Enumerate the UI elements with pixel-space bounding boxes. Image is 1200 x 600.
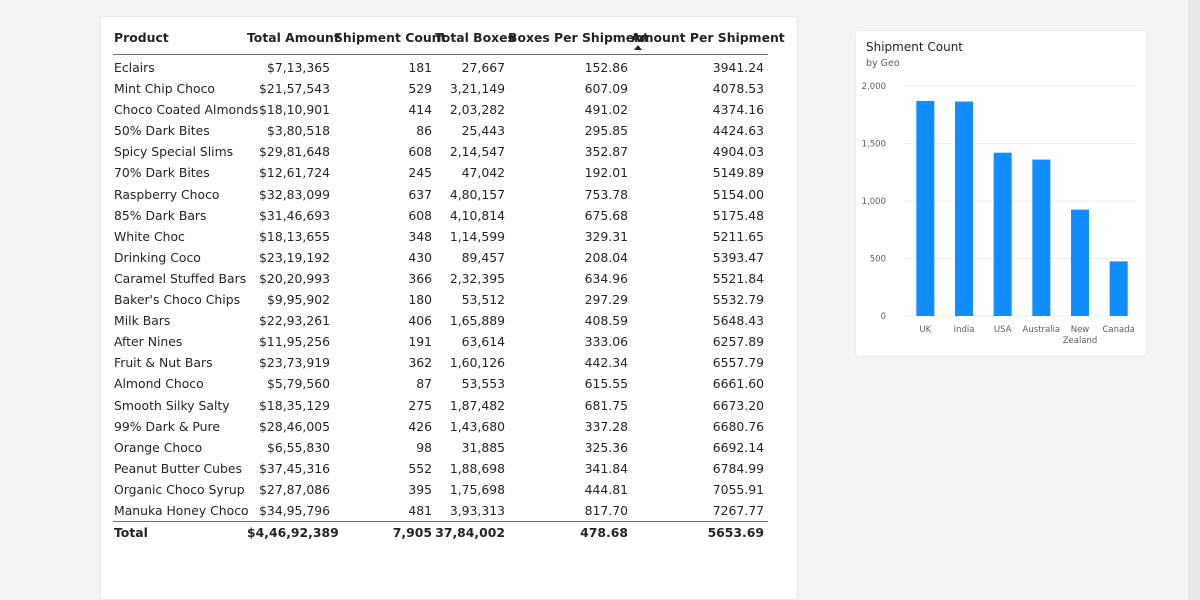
bar-australia[interactable] — [1032, 160, 1050, 316]
cell-total-boxes: 1,87,482 — [449, 397, 505, 413]
y-tick-label: 1,000 — [861, 197, 886, 207]
table-row[interactable] — [113, 331, 768, 352]
cell-boxes-per-shipment: 442.34 — [584, 355, 628, 371]
cell-amount-per-shipment: 4374.16 — [712, 102, 764, 118]
column-header-total-boxes[interactable]: Total Boxes — [435, 30, 515, 45]
cell-shipment-count: 87 — [416, 376, 432, 392]
table-row[interactable] — [113, 416, 768, 437]
y-tick-label: 500 — [869, 254, 886, 265]
cell-amount-per-shipment: 5393.47 — [712, 249, 764, 265]
cell-total-boxes: 27,667 — [461, 60, 505, 75]
table-body — [113, 57, 768, 521]
cell-total-boxes: 1,43,680 — [449, 418, 505, 434]
cell-product: 99% Dark & Pure — [114, 418, 220, 434]
cell-total-boxes: 1,65,889 — [449, 313, 505, 329]
cell-amount-per-shipment: 6661.60 — [712, 376, 764, 392]
cell-amount-per-shipment: 6257.89 — [712, 334, 764, 350]
cell-boxes-per-shipment: 352.87 — [584, 144, 628, 160]
cell-boxes-per-shipment: 675.68 — [584, 207, 628, 223]
table-row[interactable] — [113, 205, 768, 226]
cell-boxes-per-shipment: 208.04 — [584, 249, 628, 265]
cell-shipment-count: 191 — [408, 334, 432, 350]
cell-shipment-count: 362 — [408, 355, 432, 371]
cell-product: Peanut Butter Cubes — [114, 460, 242, 476]
y-tick-label: 1,500 — [861, 139, 886, 150]
total-label: Total — [114, 525, 148, 541]
cell-product: 85% Dark Bars — [114, 207, 207, 223]
bar-india[interactable] — [955, 102, 973, 316]
cell-boxes-per-shipment: 337.28 — [584, 418, 628, 434]
total-amount: $4,46,92,389 — [247, 525, 339, 541]
cell-product: After Nines — [114, 334, 183, 350]
cell-product: 50% Dark Bites — [114, 123, 210, 139]
cell-total-amount: $29,81,648 — [259, 144, 330, 160]
cell-shipment-count: 98 — [416, 439, 432, 455]
bar-usa[interactable] — [994, 153, 1012, 316]
cell-product: Organic Choco Syrup — [114, 481, 245, 497]
cell-total-boxes: 4,10,814 — [449, 207, 505, 223]
cell-shipment-count: 245 — [408, 165, 432, 181]
x-tick-label: Zealand — [1062, 336, 1098, 346]
x-tick-label: USA — [993, 325, 1012, 335]
cell-amount-per-shipment: 7267.77 — [712, 502, 764, 518]
total-amount-per-shipment: 5653.69 — [707, 525, 764, 541]
chart-title: Shipment Count — [866, 40, 964, 54]
table-row[interactable] — [113, 500, 768, 521]
cell-total-amount: $20,20,993 — [259, 270, 330, 286]
cell-total-boxes: 25,443 — [461, 123, 505, 139]
column-header-total-amount[interactable]: Total Amount — [247, 30, 340, 45]
cell-total-amount: $28,46,005 — [259, 418, 330, 434]
sort-ascending-icon[interactable] — [634, 45, 642, 50]
cell-amount-per-shipment: 4904.03 — [712, 144, 764, 160]
cell-total-amount: $18,10,901 — [259, 102, 330, 118]
cell-shipment-count: 481 — [408, 502, 432, 518]
cell-boxes-per-shipment: 634.96 — [584, 270, 628, 286]
cell-total-amount: $37,45,316 — [259, 460, 330, 476]
cell-shipment-count: 180 — [408, 292, 432, 308]
scroll-area — [1188, 0, 1200, 600]
column-header-shipment-count[interactable]: Shipment Count — [334, 30, 447, 45]
cell-boxes-per-shipment: 295.85 — [584, 123, 628, 139]
cell-product: Fruit & Nut Bars — [114, 355, 213, 371]
cell-shipment-count: 637 — [408, 186, 432, 202]
total-boxes: 37,84,002 — [435, 525, 505, 541]
cell-amount-per-shipment: 4078.53 — [712, 81, 764, 97]
cell-shipment-count: 608 — [408, 207, 432, 223]
cell-product: Raspberry Choco — [114, 186, 220, 202]
cell-shipment-count: 275 — [408, 397, 432, 413]
cell-total-boxes: 3,93,313 — [449, 502, 505, 518]
cell-product: Caramel Stuffed Bars — [114, 270, 247, 286]
table-row[interactable] — [113, 99, 768, 120]
table-row[interactable] — [113, 458, 768, 479]
cell-amount-per-shipment: 5149.89 — [712, 165, 764, 181]
cell-boxes-per-shipment: 297.29 — [584, 292, 628, 308]
cell-amount-per-shipment: 5532.79 — [712, 292, 764, 308]
table-row[interactable] — [113, 184, 768, 205]
cell-product: Mint Chip Choco — [114, 81, 216, 97]
cell-boxes-per-shipment: 681.75 — [584, 397, 628, 413]
cell-amount-per-shipment: 6557.79 — [712, 355, 764, 371]
cell-boxes-per-shipment: 408.59 — [584, 313, 628, 329]
cell-product: White Choc — [114, 228, 185, 244]
column-header-amount-per-shipment[interactable]: Amount Per Shipment — [631, 30, 785, 45]
cell-total-boxes: 1,75,698 — [449, 481, 505, 497]
cell-total-amount: $3,80,518 — [266, 123, 330, 139]
shipment-count-chart-visual[interactable] — [855, 30, 1147, 357]
y-tick-label: 2,000 — [861, 82, 886, 92]
cell-product: Choco Coated Almonds — [114, 102, 259, 118]
cell-total-amount: $23,19,192 — [259, 249, 330, 265]
cell-amount-per-shipment: 5648.43 — [712, 313, 764, 329]
table-row[interactable] — [113, 78, 768, 99]
cell-product: 70% Dark Bites — [114, 165, 210, 181]
cell-product: Drinking Coco — [114, 249, 201, 265]
cell-product: Baker's Choco Chips — [114, 292, 241, 308]
table-row[interactable] — [113, 310, 768, 331]
cell-total-amount: $18,13,655 — [259, 228, 330, 244]
table-row[interactable] — [113, 437, 768, 458]
cell-shipment-count: 86 — [416, 123, 432, 139]
cell-boxes-per-shipment: 152.86 — [584, 60, 628, 75]
x-tick-label: India — [953, 325, 975, 335]
table-row[interactable] — [113, 57, 768, 78]
cell-total-amount: $32,83,099 — [259, 186, 330, 202]
cell-shipment-count: 552 — [408, 460, 432, 476]
cell-boxes-per-shipment: 192.01 — [584, 165, 628, 181]
cell-total-boxes: 47,042 — [461, 165, 505, 181]
bar-new-zealand[interactable] — [1071, 210, 1089, 316]
cell-boxes-per-shipment: 753.78 — [584, 186, 628, 202]
total-shipment-count: 7,905 — [392, 525, 432, 541]
bar-chart[interactable] — [856, 31, 1148, 358]
cell-boxes-per-shipment: 491.02 — [584, 102, 628, 118]
cell-total-boxes: 1,14,599 — [449, 228, 505, 244]
cell-shipment-count: 430 — [408, 249, 432, 265]
cell-total-boxes: 1,60,126 — [449, 355, 505, 371]
cell-product: Manuka Honey Choco — [114, 502, 249, 518]
cell-amount-per-shipment: 6680.76 — [712, 418, 764, 434]
cell-amount-per-shipment: 3941.24 — [712, 60, 764, 75]
cell-amount-per-shipment: 6692.14 — [712, 439, 764, 455]
cell-total-amount: $34,95,796 — [259, 502, 330, 518]
table-row[interactable] — [113, 479, 768, 500]
cell-amount-per-shipment: 4424.63 — [712, 123, 764, 139]
cell-product: Orange Choco — [114, 439, 203, 455]
table-row[interactable] — [113, 373, 768, 394]
cell-total-boxes: 53,512 — [461, 292, 505, 308]
cell-shipment-count: 348 — [408, 228, 432, 244]
table-row[interactable] — [113, 141, 768, 162]
x-tick-label: Australia — [1022, 325, 1061, 335]
cell-total-amount: $23,73,919 — [259, 355, 330, 371]
cell-total-amount: $21,57,543 — [259, 81, 330, 97]
table-row[interactable] — [113, 289, 768, 310]
cell-total-boxes: 53,553 — [461, 376, 505, 392]
cell-product: Smooth Silky Salty — [114, 397, 230, 413]
cell-total-amount: $7,13,365 — [266, 60, 330, 75]
cell-total-boxes: 31,885 — [461, 439, 505, 455]
cell-amount-per-shipment: 6784.99 — [712, 460, 764, 476]
cell-product: Almond Choco — [114, 376, 204, 392]
cell-total-amount: $9,95,902 — [266, 292, 330, 308]
cell-total-amount: $27,87,086 — [259, 481, 330, 497]
table-row[interactable] — [113, 162, 768, 183]
cell-boxes-per-shipment: 341.84 — [584, 460, 628, 476]
cell-shipment-count: 529 — [408, 81, 432, 97]
cell-total-boxes: 63,614 — [461, 334, 505, 350]
cell-shipment-count: 366 — [408, 270, 432, 286]
cell-product: Milk Bars — [114, 313, 171, 329]
y-tick-label: 0 — [880, 312, 886, 322]
cell-total-boxes: 3,21,149 — [449, 81, 505, 97]
column-header-boxes-per-shipment[interactable]: Boxes Per Shipment — [508, 30, 649, 45]
cell-total-boxes: 2,14,547 — [449, 144, 505, 160]
table-row[interactable] — [113, 268, 768, 289]
bar-uk[interactable] — [916, 101, 934, 316]
cell-boxes-per-shipment: 817.70 — [584, 502, 628, 518]
cell-product: Eclairs — [114, 60, 155, 75]
cell-shipment-count: 414 — [408, 102, 432, 118]
cell-total-amount: $11,95,256 — [259, 334, 330, 350]
cell-total-boxes: 2,32,395 — [449, 270, 505, 286]
table-row[interactable] — [113, 226, 768, 247]
cell-shipment-count: 426 — [408, 418, 432, 434]
table-row[interactable] — [113, 120, 768, 141]
cell-total-amount: $12,61,724 — [259, 165, 330, 181]
total-boxes-per-shipment: 478.68 — [580, 525, 628, 541]
table-row[interactable] — [113, 395, 768, 416]
table-row[interactable] — [113, 247, 768, 268]
cell-boxes-per-shipment: 333.06 — [584, 334, 628, 350]
cell-product: Spicy Special Slims — [114, 144, 234, 160]
cell-total-amount: $6,55,830 — [266, 439, 330, 455]
cell-boxes-per-shipment: 444.81 — [584, 481, 628, 497]
cell-shipment-count: 181 — [408, 60, 432, 75]
cell-total-boxes: 89,457 — [461, 249, 505, 265]
table-header-row — [113, 27, 785, 55]
table-total-row — [113, 521, 768, 542]
cell-total-boxes: 4,80,157 — [449, 186, 505, 202]
x-tick-label: UK — [919, 325, 932, 335]
cell-amount-per-shipment: 6673.20 — [712, 397, 764, 413]
cell-amount-per-shipment: 5211.65 — [712, 228, 764, 244]
cell-shipment-count: 406 — [408, 313, 432, 329]
product-table[interactable] — [113, 27, 785, 542]
cell-total-amount: $22,93,261 — [259, 313, 330, 329]
bar-canada[interactable] — [1110, 261, 1128, 316]
table-row[interactable] — [113, 352, 768, 373]
product-table-visual[interactable] — [100, 16, 798, 600]
cell-amount-per-shipment: 5175.48 — [712, 207, 764, 223]
cell-total-boxes: 1,88,698 — [449, 460, 505, 476]
cell-boxes-per-shipment: 607.09 — [584, 81, 628, 97]
cell-boxes-per-shipment: 325.36 — [584, 439, 628, 455]
cell-boxes-per-shipment: 329.31 — [584, 228, 628, 244]
x-tick-label: New — [1070, 325, 1090, 335]
x-tick-label: Canada — [1102, 325, 1135, 335]
cell-amount-per-shipment: 5521.84 — [712, 270, 764, 286]
cell-amount-per-shipment: 7055.91 — [712, 481, 764, 497]
cell-amount-per-shipment: 5154.00 — [712, 186, 764, 202]
cell-shipment-count: 608 — [408, 144, 432, 160]
cell-total-amount: $5,79,560 — [266, 376, 330, 392]
cell-total-amount: $18,35,129 — [259, 397, 330, 413]
cell-boxes-per-shipment: 615.55 — [584, 376, 628, 392]
cell-total-boxes: 2,03,282 — [449, 102, 505, 118]
column-header-product[interactable]: Product — [114, 30, 169, 45]
cell-total-amount: $31,46,693 — [259, 207, 330, 223]
cell-shipment-count: 395 — [408, 481, 432, 497]
chart-subtitle: by Geo — [866, 58, 900, 69]
